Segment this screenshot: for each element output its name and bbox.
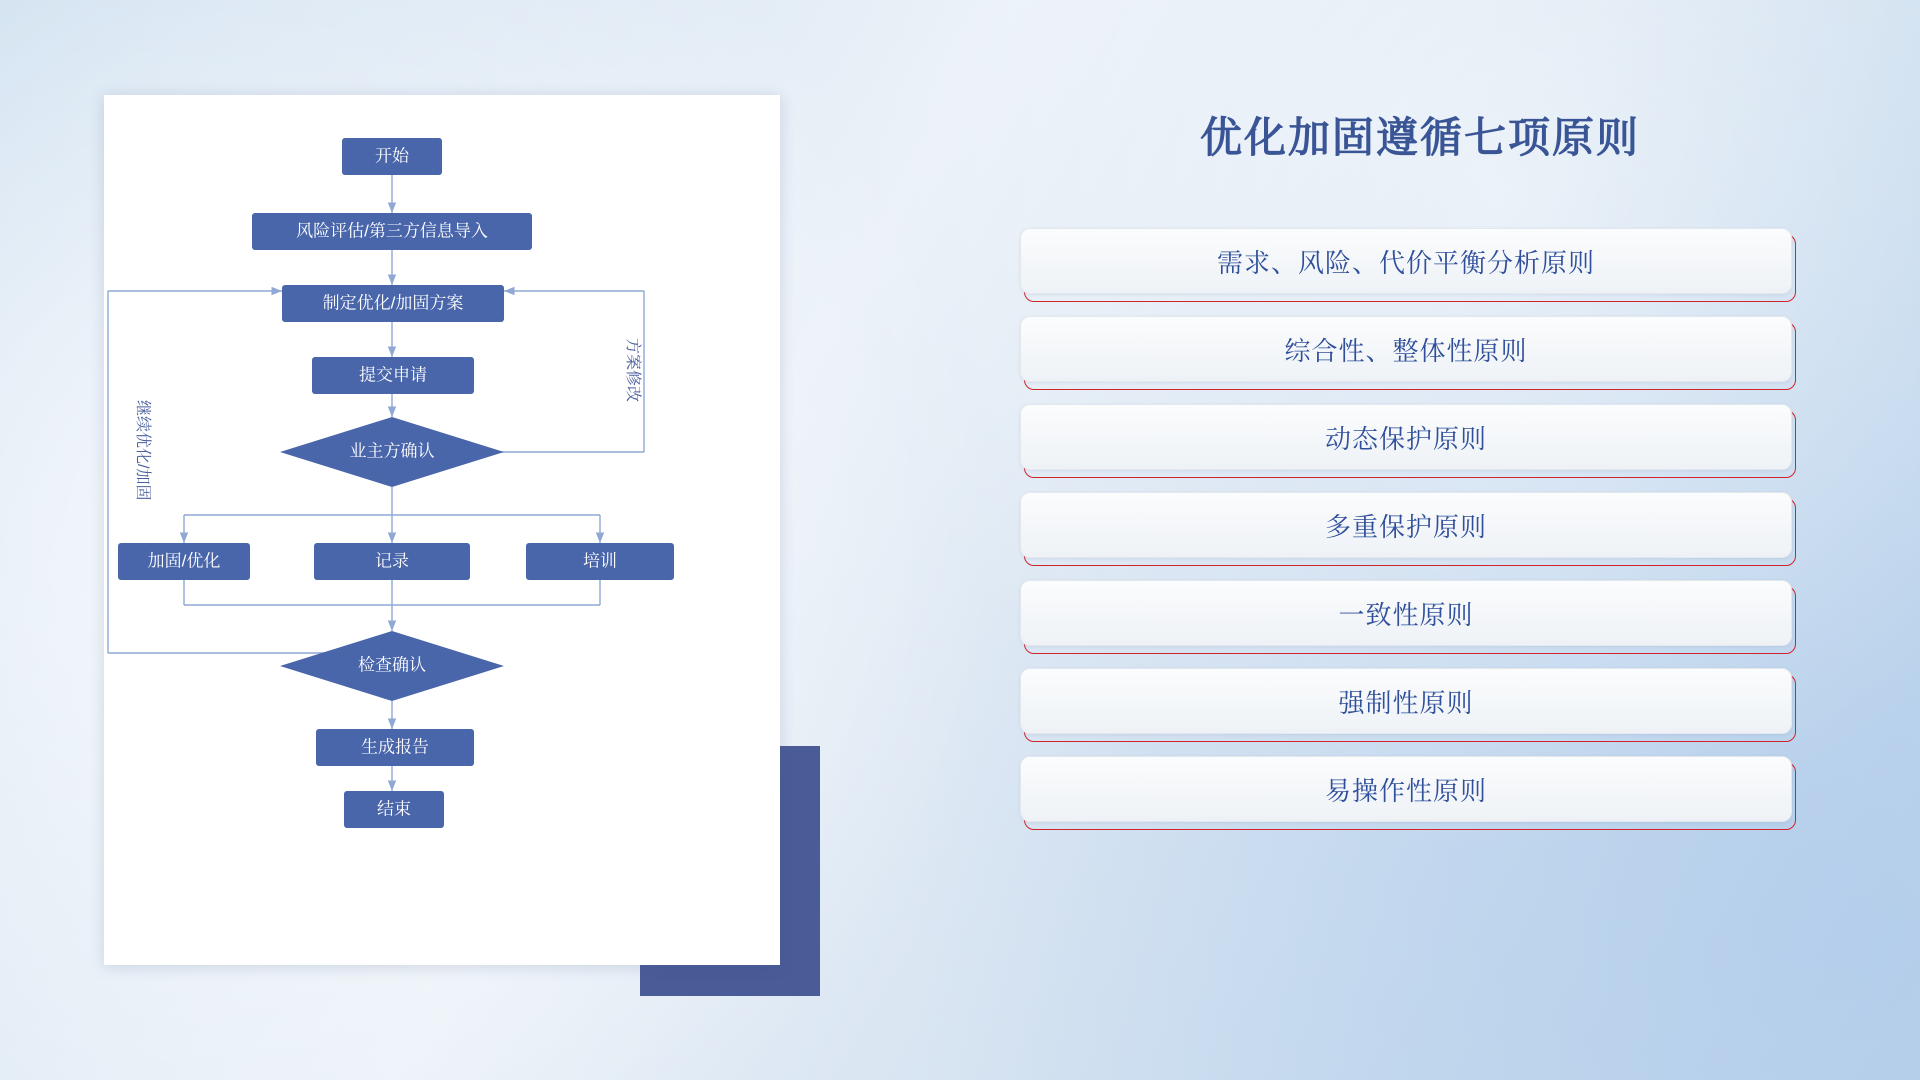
flow-node-owner-confirm <box>280 417 504 487</box>
flow-node-training <box>526 543 674 580</box>
flow-node-start-label: 开始 <box>375 146 409 166</box>
list-item[interactable] <box>1020 492 1810 558</box>
flow-node-record-label: 记录 <box>375 551 409 571</box>
flow-node-end <box>344 791 444 828</box>
flow-node-reinforce-label: 加固/优化 <box>147 551 221 571</box>
list-item[interactable] <box>1020 580 1810 646</box>
flow-connectors <box>108 175 644 791</box>
flow-node-report <box>316 729 474 766</box>
flow-node-start <box>342 138 442 175</box>
flow-side-label-right: 方案修改 <box>624 338 641 403</box>
flow-node-owner-confirm-label: 业主方确认 <box>349 441 435 461</box>
principle-label: 一致性原则 <box>1020 580 1792 646</box>
flow-node-submit-label: 提交申请 <box>359 365 427 385</box>
principle-label: 动态保护原则 <box>1020 404 1792 470</box>
principle-label: 综合性、整体性原则 <box>1020 316 1792 382</box>
flowchart-svg <box>104 95 780 965</box>
flow-node-risk <box>252 213 532 250</box>
principle-label: 强制性原则 <box>1020 668 1792 734</box>
page-title: 优化加固遵循七项原则 <box>1199 114 1640 161</box>
flow-node-record <box>314 543 470 580</box>
flowchart-card <box>104 95 780 965</box>
principles-list <box>1020 228 1810 844</box>
flow-node-plan <box>282 285 504 322</box>
flow-node-report-label: 生成报告 <box>361 737 429 757</box>
flow-node-training-label: 培训 <box>583 551 617 571</box>
principle-label: 多重保护原则 <box>1020 492 1792 558</box>
list-item[interactable] <box>1020 668 1810 734</box>
flow-node-check-confirm <box>280 631 504 701</box>
list-item[interactable] <box>1020 316 1810 382</box>
flow-node-reinforce <box>118 543 250 580</box>
flow-side-label-left: 继续优化/加固 <box>134 400 151 501</box>
principle-label: 易操作性原则 <box>1020 756 1792 822</box>
flow-node-submit <box>312 357 474 394</box>
principle-label: 需求、风险、代价平衡分析原则 <box>1020 228 1792 294</box>
flow-node-plan-label: 制定优化/加固方案 <box>322 293 464 313</box>
flow-node-end-label: 结束 <box>377 799 411 819</box>
flow-node-check-confirm-label: 检查确认 <box>358 655 426 675</box>
list-item[interactable] <box>1020 404 1810 470</box>
list-item[interactable] <box>1020 756 1810 822</box>
flow-node-risk-label: 风险评估/第三方信息导入 <box>296 221 488 241</box>
list-item[interactable] <box>1020 228 1810 294</box>
